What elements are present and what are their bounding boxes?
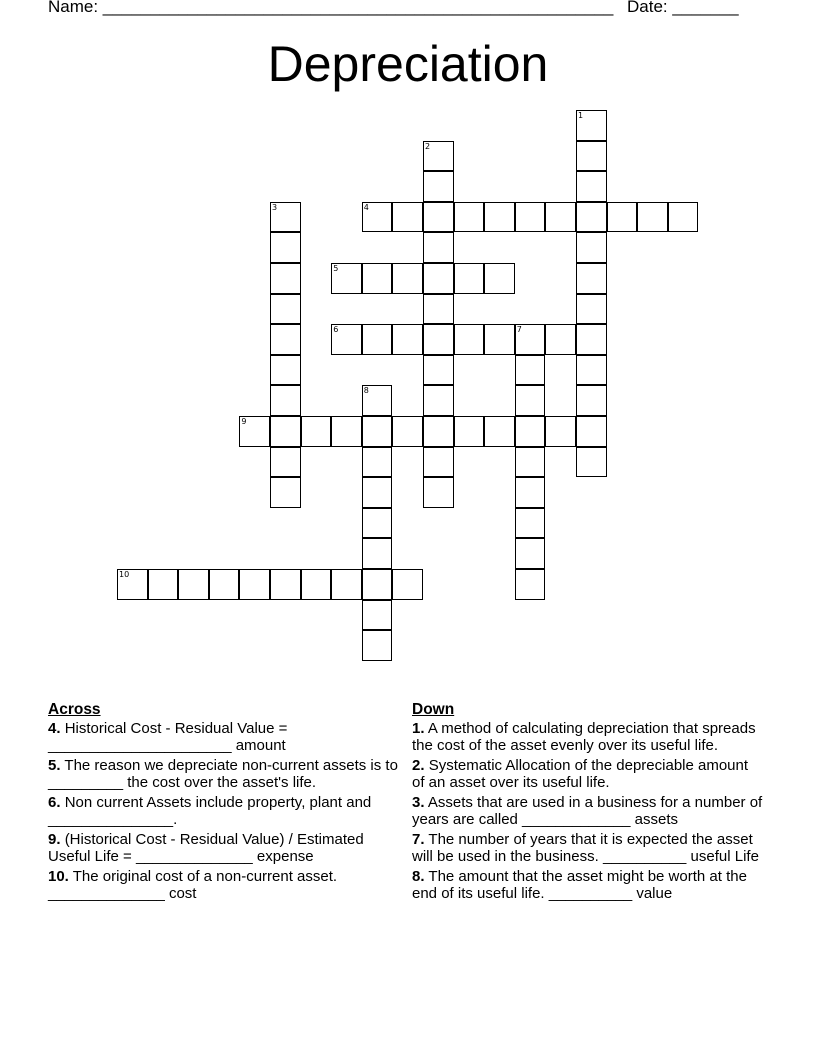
crossword-cell[interactable] xyxy=(423,294,454,325)
crossword-cell[interactable] xyxy=(331,569,362,600)
crossword-cell[interactable] xyxy=(392,202,423,233)
cell-number: 1 xyxy=(578,111,584,120)
crossword-cell[interactable] xyxy=(239,416,270,447)
cell-number: 3 xyxy=(272,202,278,212)
crossword-cell[interactable] xyxy=(270,447,301,478)
crossword-cell[interactable] xyxy=(515,477,546,508)
crossword-cell[interactable] xyxy=(515,202,546,233)
crossword-cell[interactable] xyxy=(178,569,209,600)
crossword-cell[interactable] xyxy=(484,324,515,355)
crossword-cell[interactable] xyxy=(362,324,393,355)
crossword-cell[interactable] xyxy=(454,324,485,355)
crossword-cell[interactable] xyxy=(270,385,301,416)
clue-number: 2. xyxy=(412,757,425,774)
clue-across-10 xyxy=(48,869,404,902)
crossword-cell[interactable] xyxy=(362,416,393,447)
cell-number: 5 xyxy=(333,264,339,273)
clue-across-6 xyxy=(48,795,404,828)
crossword-cell[interactable] xyxy=(362,538,393,569)
clue-text: Historical Cost - Residual Value = ______________________ amount xyxy=(48,720,288,754)
clue-text: The number of years that it is expected the asset will be used in the business. __________ useful Life xyxy=(412,831,759,865)
crossword-cell[interactable] xyxy=(331,263,362,294)
crossword-cell[interactable] xyxy=(270,477,301,508)
clue-down-3 xyxy=(412,795,764,828)
crossword-cell[interactable] xyxy=(576,447,607,478)
crossword-cell[interactable] xyxy=(576,171,607,202)
crossword-cell[interactable] xyxy=(148,569,179,600)
crossword-cell[interactable] xyxy=(392,569,423,600)
crossword-cell[interactable] xyxy=(576,385,607,416)
crossword-cell[interactable] xyxy=(515,324,546,355)
crossword-cell[interactable] xyxy=(484,202,515,233)
crossword-cell[interactable] xyxy=(362,385,393,416)
clue-text: The reason we depreciate non-current assets is to _________ the cost over the asset's life. xyxy=(48,757,398,791)
crossword-cell[interactable] xyxy=(515,569,546,600)
page-title: Depreciation xyxy=(267,36,549,92)
crossword-cell[interactable] xyxy=(576,141,607,172)
crossword-cell[interactable] xyxy=(545,416,576,447)
crossword-cell[interactable] xyxy=(270,263,301,294)
crossword-cell[interactable] xyxy=(270,324,301,355)
crossword-cell[interactable] xyxy=(515,508,546,539)
crossword-cell[interactable] xyxy=(484,263,515,294)
crossword-cell[interactable] xyxy=(331,324,362,355)
down-heading: Down xyxy=(412,701,455,718)
crossword-cell[interactable] xyxy=(331,416,362,447)
crossword-cell[interactable] xyxy=(423,141,454,172)
crossword-cell[interactable] xyxy=(576,355,607,386)
clue-text: A method of calculating depreciation that spreads the cost of the asset evenly over its useful life. xyxy=(412,720,756,754)
crossword-cell[interactable] xyxy=(545,202,576,233)
clue-number: 8. xyxy=(412,868,425,885)
crossword-cell[interactable] xyxy=(301,569,332,600)
crossword-cell[interactable] xyxy=(270,294,301,325)
crossword-cell[interactable] xyxy=(362,202,393,233)
crossword-cell[interactable] xyxy=(515,385,546,416)
cell-number: 9 xyxy=(241,417,247,426)
clue-number: 1. xyxy=(412,720,425,737)
clue-text: Assets that are used in a business for a number of years are called _____________ assets xyxy=(412,794,763,828)
crossword-cell[interactable] xyxy=(454,416,485,447)
crossword-cell[interactable] xyxy=(423,263,454,294)
cell-number: 7 xyxy=(516,325,522,335)
crossword-cell[interactable] xyxy=(270,569,301,600)
crossword-cell[interactable] xyxy=(484,416,515,447)
crossword-cell[interactable] xyxy=(515,416,546,447)
crossword-cell[interactable] xyxy=(576,110,607,141)
crossword-cell[interactable] xyxy=(270,416,301,447)
clue-across-4 xyxy=(48,721,404,754)
crossword-cell[interactable] xyxy=(423,385,454,416)
crossword-cell[interactable] xyxy=(239,569,270,600)
date-field[interactable]: Date: _______ xyxy=(627,0,739,16)
crossword-cell[interactable] xyxy=(362,569,393,600)
clue-number: 5. xyxy=(48,757,61,774)
clue-number: 10. xyxy=(48,868,69,885)
name-field[interactable]: Name: ______________________________________________________ xyxy=(48,0,614,16)
cell-number: 8 xyxy=(363,386,369,396)
clue-down-1 xyxy=(412,721,764,754)
cell-number: 10 xyxy=(119,570,130,579)
crossword-cell[interactable] xyxy=(209,569,240,600)
crossword-cell[interactable] xyxy=(392,263,423,294)
crossword-cell[interactable] xyxy=(576,232,607,263)
clue-down-8 xyxy=(412,869,764,902)
cell-number: 6 xyxy=(333,325,339,335)
crossword-cell[interactable] xyxy=(362,477,393,508)
crossword-cell[interactable] xyxy=(576,263,607,294)
crossword-cell[interactable] xyxy=(117,569,148,600)
clue-across-9 xyxy=(48,832,404,865)
crossword-cell[interactable] xyxy=(270,355,301,386)
clue-number: 9. xyxy=(48,831,61,848)
crossword-cell[interactable] xyxy=(423,202,454,233)
crossword-cell[interactable] xyxy=(607,202,638,233)
clue-number: 3. xyxy=(412,794,425,811)
crossword-cell[interactable] xyxy=(362,447,393,478)
cell-number: 2 xyxy=(425,141,431,151)
clue-number: 4. xyxy=(48,720,61,737)
crossword-cell[interactable] xyxy=(576,202,607,233)
crossword-cell[interactable] xyxy=(576,324,607,355)
clue-text: (Historical Cost - Residual Value) / Estimated Useful Life = ______________ expense xyxy=(48,831,364,865)
crossword-cell[interactable] xyxy=(576,416,607,447)
crossword-cell[interactable] xyxy=(362,508,393,539)
crossword-cell[interactable] xyxy=(423,416,454,447)
crossword-cell[interactable] xyxy=(423,171,454,202)
crossword-cell[interactable] xyxy=(423,324,454,355)
crossword-cell[interactable] xyxy=(454,202,485,233)
crossword-cell[interactable] xyxy=(515,447,546,478)
crossword-cell[interactable] xyxy=(545,324,576,355)
crossword-cell[interactable] xyxy=(362,600,393,631)
crossword-cell[interactable] xyxy=(637,202,668,233)
clue-number: 7. xyxy=(412,831,425,848)
crossword-cell[interactable] xyxy=(392,324,423,355)
crossword-cell[interactable] xyxy=(423,232,454,263)
clue-down-7 xyxy=(412,832,764,865)
crossword-cell[interactable] xyxy=(423,355,454,386)
crossword-cell[interactable] xyxy=(454,263,485,294)
across-clues xyxy=(48,700,404,906)
cell-number: 4 xyxy=(363,202,369,212)
crossword-cell[interactable] xyxy=(515,538,546,569)
crossword-cell[interactable] xyxy=(270,202,301,233)
crossword-cell[interactable] xyxy=(515,355,546,386)
crossword-cell[interactable] xyxy=(423,477,454,508)
crossword-cell[interactable] xyxy=(301,416,332,447)
clue-text: The original cost of a non-current asset. ______________ cost xyxy=(48,868,338,902)
crossword-cell[interactable] xyxy=(270,232,301,263)
across-heading: Across xyxy=(48,701,101,718)
clue-down-2 xyxy=(412,758,764,791)
crossword-cell[interactable] xyxy=(362,263,393,294)
down-clues xyxy=(412,700,764,906)
crossword-cell[interactable] xyxy=(423,447,454,478)
crossword-cell[interactable] xyxy=(576,294,607,325)
crossword-cell[interactable] xyxy=(392,416,423,447)
clue-text: The amount that the asset might be worth at the end of its useful life. __________ value xyxy=(412,868,747,902)
clue-number: 6. xyxy=(48,794,61,811)
clue-text: Non current Assets include property, plant and _______________. xyxy=(48,794,372,828)
crossword-cell[interactable] xyxy=(362,630,393,661)
clue-across-5 xyxy=(48,758,404,791)
crossword-cell[interactable] xyxy=(668,202,699,233)
clue-text: Systematic Allocation of the depreciable amount of an asset over its useful life. xyxy=(412,757,749,791)
